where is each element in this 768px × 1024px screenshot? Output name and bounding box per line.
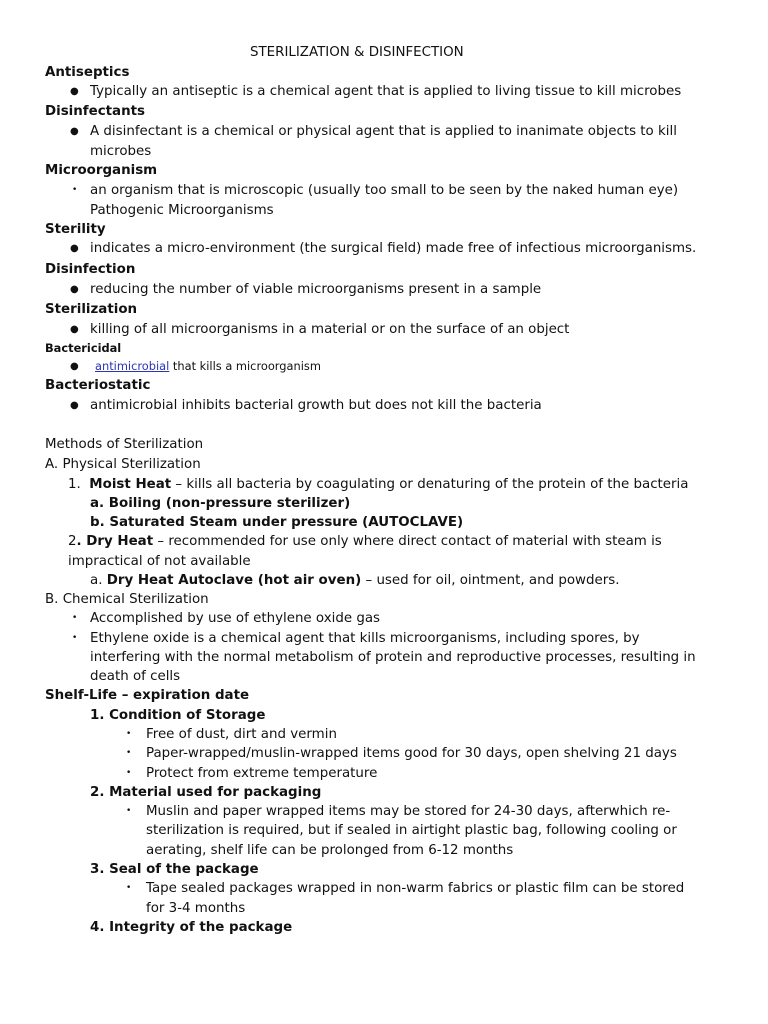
bullet-icon: ● [70,126,79,137]
definition-text: indicates a micro-environment (the surgical field) made free of infectious microorganisms. [90,241,697,256]
packaging-text: Muslin and paper wrapped items may be stored for 24-30 days, afterwhich re- [146,804,671,819]
storage-item: Protect from extreme temperature [146,766,378,781]
bullet-icon: • [126,748,132,758]
term-bactericidal: Bactericidal [45,341,122,355]
bullet-icon: ● [70,361,79,372]
seal-heading: 3. Seal of the package [90,862,259,877]
storage-item: Paper-wrapped/muslin-wrapped items good for 30 days, open shelving 21 days [146,746,677,761]
packaging-text: aerating, shelf life can be prolonged from 6-12 months [146,843,514,858]
term-bacteriostatic: Bacteriostatic [45,378,151,393]
bullet-icon: • [126,729,132,739]
packaging-heading: 2. Material used for packaging [90,785,322,800]
definition-text: A disinfectant is a chemical or physical agent that is applied to inanimate objects to kill [90,124,677,139]
chemical-text: Accomplished by use of ethylene oxide gas [90,611,381,626]
integrity-heading: 4. Integrity of the package [90,920,293,935]
bullet-icon: • [126,806,132,816]
chemical-text: death of cells [90,669,181,684]
chemical-heading: B. Chemical Sterilization [45,592,209,607]
bullet-icon: • [126,883,132,893]
bullet-icon: ● [70,86,79,97]
term-microorganism: Microorganism [45,163,158,178]
definition-text: microbes [90,144,152,159]
term-sterility: Sterility [45,222,106,237]
term-antiseptics: Antiseptics [45,65,130,80]
term-disinfection: Disinfection [45,262,136,277]
definition-text: antimicrobial inhibits bacterial growth but does not kill the bacteria [90,398,542,413]
bullet-icon: ● [70,324,79,335]
moist-heat-b: b. Saturated Steam under pressure (AUTOCLAVE) [90,515,464,530]
moist-heat-a: a. Boiling (non-pressure sterilizer) [90,496,351,511]
definition-text: killing of all microorganisms in a material or on the surface of an object [90,322,570,337]
bullet-icon: ● [70,243,79,254]
dry-heat-item: 2. Dry Heat – recommended for use only where direct contact of material with steam is [68,534,662,549]
seal-text: for 3-4 months [146,901,246,916]
dry-heat-a: a. Dry Heat Autoclave (hot air oven) – used for oil, ointment, and powders. [90,573,620,588]
bullet-icon: • [72,185,78,195]
term-disinfectants: Disinfectants [45,104,145,119]
definition-text: antimicrobial that kills a microorganism [95,359,321,373]
physical-heading: A. Physical Sterilization [45,457,201,472]
bullet-icon: • [72,613,78,623]
shelf-life-heading: Shelf-Life – expiration date [45,688,250,703]
bullet-icon: ● [70,400,79,411]
chemical-text: Ethylene oxide is a chemical agent that kills microorganisms, including spores, by [90,631,640,646]
moist-heat-item: 1. Moist Heat – kills all bacteria by coagulating or denaturing of the protein of the bacteria [68,477,689,492]
definition-text: an organism that is microscopic (usually too small to be seen by the naked human eye) [90,183,679,198]
packaging-text: sterilization is required, but if sealed in airtight plastic bag, following cooling or [146,823,677,838]
dry-heat-line2: impractical of not available [68,554,251,569]
seal-text: Tape sealed packages wrapped in non-warm fabrics or plastic film can be stored [146,881,685,896]
antimicrobial-link[interactable]: antimicrobial [95,359,170,373]
bullet-icon: • [72,633,78,643]
storage-item: Free of dust, dirt and vermin [146,727,337,742]
term-sterilization: Sterilization [45,302,138,317]
definition-text: Typically an antiseptic is a chemical agent that is applied to living tissue to kill microbes [90,84,682,99]
definition-text: reducing the number of viable microorganisms present in a sample [90,282,542,297]
document-title: STERILIZATION & DISINFECTION [250,45,464,60]
definition-text: Pathogenic Microorganisms [90,203,274,218]
storage-heading: 1. Condition of Storage [90,708,266,723]
bullet-icon: ● [70,284,79,295]
methods-heading: Methods of Sterilization [45,437,204,452]
chemical-text: interfering with the normal metabolism of protein and reproductive processes, resulting in [90,650,696,665]
bullet-icon: • [126,768,132,778]
